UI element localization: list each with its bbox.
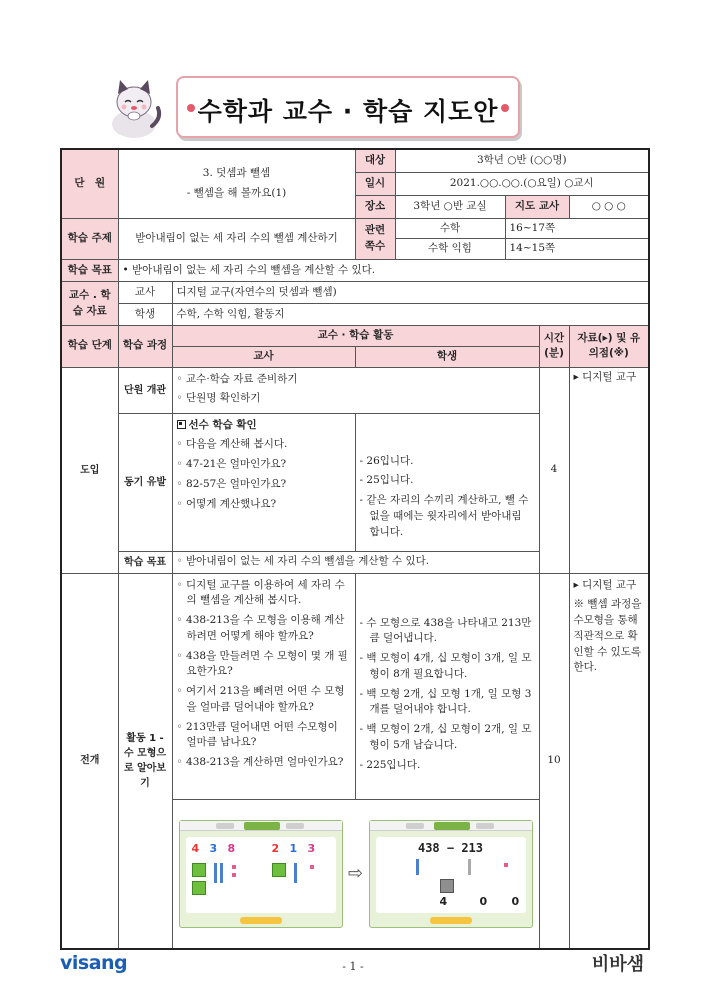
page-title: 수학과 교수 · 학습 지도안 [197,97,499,126]
intro-teacher-1 [172,367,539,413]
intro-process-1: 단원 개관 [118,367,172,413]
visang-logo: visang [60,952,128,974]
develop-notes [569,573,649,949]
develop-teacher-line-1: ◦ 디지털 교구를 이용하여 세 자리 수의 뺄셈을 계산해 봅시다. [176,578,345,607]
intro-student-2-line-1: - 26입니다. [359,454,414,467]
develop-teacher-line-2: ◦ 438-213을 수 모형을 이용해 계산하려면 어떻게 해야 할까요? [176,614,345,642]
ten-rod [220,863,223,883]
arrow-icon: ⇨ [347,863,364,885]
result-ones: 0 [511,895,520,909]
col-student: 학생 [355,346,539,367]
develop-student-line-4: - 백 모형이 2개, 십 모형이 2개, 일 모형이 5개 남습니다. [359,723,532,751]
develop-note-2: ※ 뺄셈 과정을 수모형을 통해 직관적으로 확인할 수 있도록 한다. [573,598,642,674]
develop-teacher-line-4: ◦ 여기서 213을 빼려면 어떤 수 모형을 얼마큼 덜어내야 할까요? [176,685,345,713]
digit-hundreds-2: 2 [271,841,280,855]
unit-label: 단 원 [61,149,118,218]
intro-teacher-2-line-2: ◦ 47-21은 얼마인가요? [176,458,287,470]
base-ten-board-1 [186,837,336,913]
result-tens: 0 [479,895,488,909]
intro-student-2-line-3: - 같은 자리의 수끼리 계산하고, 뺄 수 없을 때에는 윗자리에서 받아내림 합니다. [359,494,529,538]
goal-value: • 받아내림이 없는 세 자리 수의 뺄셈을 계산할 수 있다. [118,260,649,282]
develop-time: 10 [539,573,569,949]
intro-teacher-1-line-2: ◦ 단원명 확인하기 [176,392,261,405]
digit-ones-1: 8 [227,841,236,855]
col-time: 시간 (분) [539,326,569,368]
hundred-block [192,881,206,895]
digit-ones-2: 3 [307,841,316,855]
develop-teacher [172,573,355,799]
intro-teacher-2-line-3: ◦ 82-57은 얼마인가요? [176,477,287,490]
intro-student-2-line-2: - 25입니다. [359,474,414,487]
prior-check-title: 선수 학습 확인 [177,416,351,436]
one-unit [232,865,236,869]
develop-student-line-2: - 백 모형이 4개, 십 모형이 3개, 일 모형이 8개 필요합니다. [359,652,532,680]
digit-hundreds-1: 4 [191,841,200,855]
date-value: 2021.○○.○○.(○요일) ○교시 [395,172,649,195]
one-unit [504,863,508,867]
digital-tool-screen-2 [369,820,533,928]
one-unit [232,873,236,877]
develop-process: 활동 1 - 수 모형으로 알아보기 [118,573,172,949]
col-teacher: 교사 [172,346,355,367]
intro-teacher-3: ◦ 받아내림이 없는 세 자리 수의 뺄셈을 계산할 수 있다. [172,551,539,573]
intro-process-3: 학습 목표 [118,551,172,573]
digit-tens-2: 1 [289,841,298,855]
develop-student-line-5: - 225입니다. [359,758,421,771]
unit-value [118,149,355,218]
develop-screenshots [172,799,539,949]
col-stage: 학습 단계 [61,326,118,368]
title-banner [176,76,520,138]
col-notes: 자료(▸) 및 유의점(※) [569,326,649,368]
base-ten-board-2 [376,837,526,913]
develop-teacher-line-5: ◦ 213만큼 덜어내면 어떤 수모형이 얼마큼 남나요? [176,720,338,749]
material-student-value: 수학, 수학 익힘, 활동지 [172,304,649,326]
related-pages-1: 16~17쪽 [505,218,649,239]
goal-label: 학습 목표 [61,260,118,282]
material-teacher-value: 디지털 교구(자연수의 덧셈과 뺄셈) [172,282,649,304]
place-value: 3학년 ○반 교실 [395,195,505,218]
one-unit [310,865,314,869]
topic-label: 학습 주제 [61,218,118,260]
intro-student-2 [355,413,539,551]
intro-stage: 도입 [61,367,118,573]
target-label: 대상 [355,149,395,172]
intro-process-2: 동기 유발 [118,413,172,551]
intro-teacher-2 [172,413,355,551]
checkbox-icon [177,420,186,429]
related-book-2: 수학 익힘 [395,239,505,260]
ten-rod [416,859,419,875]
intro-teacher-1-line-1: ◦ 교수·학습 자료 준비하기 [176,372,298,385]
digit-tens-1: 3 [209,841,218,855]
unit-line-2: - 뺄셈을 해 볼까요(1) [186,186,287,199]
hundred-block [192,863,206,877]
develop-student-line-1: - 수 모형으로 438을 나타내고 213만큼 덜어냅니다. [359,616,532,645]
hundred-block [272,863,286,877]
related-label: 관련 쪽수 [355,218,395,260]
unit-line-1: 3. 덧셈과 뺄셈 [202,167,271,179]
material-label: 교수 . 학습 자료 [61,282,118,326]
ten-rod [214,863,217,883]
page-number: - 1 - [342,960,364,973]
target-value: 3학년 ○반 (○○명) [395,149,649,172]
develop-student [355,573,539,799]
hundred-block [440,879,454,893]
related-pages-2: 14~15쪽 [505,239,649,260]
develop-teacher-line-3: ◦ 438을 만들려면 수 모형이 몇 개 필요한가요? [176,649,348,678]
develop-student-line-3: - 백 모형 2개, 십 모형 1개, 일 모형 3개를 덜어내야 합니다. [359,687,532,716]
date-label: 일시 [355,172,395,195]
develop-teacher-line-6: ◦ 438-213을 계산하면 얼마인가요? [176,756,344,768]
intro-time: 4 [539,367,569,573]
ten-rod [294,863,297,883]
col-process: 학습 과정 [118,326,172,368]
intro-teacher-2-line-4: ◦ 어떻게 계산했나요? [176,497,277,510]
intro-note: ▸ 디지털 교구 [569,367,649,573]
result-hundreds: 4 [439,895,448,909]
topic-value: 받아내림이 없는 세 자리 수의 뺄셈 계산하기 [118,218,355,260]
lesson-plan-table [60,148,650,950]
material-student-role: 학생 [118,304,172,326]
develop-stage: 전개 [61,573,118,949]
ten-rod [468,859,471,875]
subtraction-expression: 438 − 213 [417,840,484,855]
develop-note-1: ▸ 디지털 교구 [573,578,637,591]
teacher-label: 지도 교사 [505,195,569,218]
vivasam-logo: 비바샘 [591,954,644,975]
col-activity: 교수 · 학습 활동 [172,326,539,347]
material-teacher-role: 교사 [118,282,172,304]
cat-mascot-illustration [104,74,164,140]
place-label: 장소 [355,195,395,218]
related-book-1: 수학 [395,218,505,239]
teacher-value: ○ ○ ○ [569,195,649,218]
intro-teacher-2-line-1: ◦ 다음을 계산해 봅시다. [176,438,288,451]
digital-tool-screen-1 [179,820,343,928]
